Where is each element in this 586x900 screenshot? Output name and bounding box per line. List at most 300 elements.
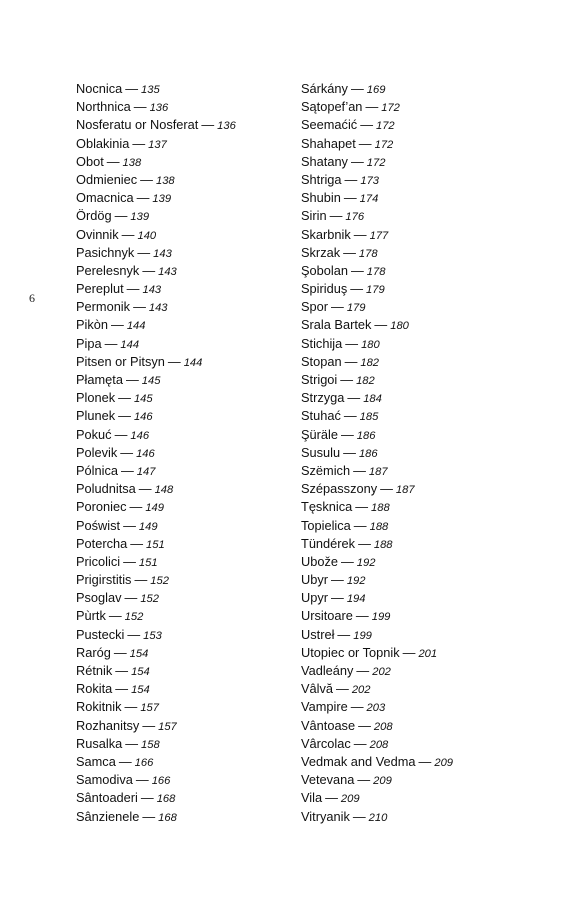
entry-name: Sątopef’an xyxy=(301,99,363,115)
index-entry xyxy=(301,498,531,516)
entry-page-number: 145 xyxy=(133,393,153,406)
entry-separator: — xyxy=(374,317,388,333)
entry-name: Vântoase xyxy=(301,717,356,733)
entry-page-number: 172 xyxy=(366,156,386,169)
index-entry xyxy=(76,207,306,225)
entry-page-number: 202 xyxy=(372,666,391,678)
entry-name: Pasichnyk xyxy=(76,244,135,260)
entry-page-number: 144 xyxy=(126,320,146,333)
entry-name: Pricolici xyxy=(76,553,121,569)
entry-page-number: 192 xyxy=(356,556,376,569)
entry-page-number: 146 xyxy=(136,447,155,460)
index-entry xyxy=(301,735,531,753)
index-entry xyxy=(301,389,531,407)
index-entry xyxy=(76,189,306,207)
entry-name: Shahapet xyxy=(301,135,356,151)
index-entry xyxy=(76,98,306,116)
entry-name: Shatany xyxy=(301,153,348,169)
entry-page-number: 147 xyxy=(136,465,156,478)
entry-separator: — xyxy=(341,553,354,569)
index-entry xyxy=(301,335,531,353)
entry-separator: — xyxy=(108,608,122,624)
entry-page-number: 168 xyxy=(156,793,176,806)
entry-name: Rozhanitsy xyxy=(76,717,140,733)
entry-separator: — xyxy=(331,299,344,315)
entry-name: Vetevana xyxy=(301,772,355,788)
entry-page-number: 180 xyxy=(390,320,409,333)
entry-separator: — xyxy=(331,572,344,588)
entry-name: Pitsen or Pitsyn xyxy=(76,353,165,369)
entry-separator: — xyxy=(124,590,138,606)
index-entry xyxy=(76,735,306,753)
entry-name: Sântoaderi xyxy=(76,790,138,806)
entry-name: Spiriduş xyxy=(301,281,348,297)
entry-separator: — xyxy=(129,499,143,515)
entry-separator: — xyxy=(336,681,349,697)
entry-separator: — xyxy=(340,372,354,387)
entry-page-number: 143 xyxy=(148,302,168,315)
index-entry xyxy=(301,626,531,644)
entry-separator: — xyxy=(113,644,127,660)
entry-page-number: 146 xyxy=(130,429,150,442)
entry-name: Psoglav xyxy=(76,590,122,606)
entry-separator: — xyxy=(343,408,357,424)
entry-name: Omacnica xyxy=(76,190,134,206)
index-entry xyxy=(76,80,306,98)
entry-separator: — xyxy=(125,81,139,96)
entry-separator: — xyxy=(341,426,354,442)
entry-separator: — xyxy=(104,335,118,351)
entry-separator: — xyxy=(142,717,156,733)
entry-separator: — xyxy=(134,572,148,588)
entry-page-number: 143 xyxy=(142,284,162,297)
entry-separator: — xyxy=(352,808,366,824)
entry-page-number: 143 xyxy=(158,265,177,278)
entry-page-number: 202 xyxy=(351,684,371,697)
entry-name: Şüräle xyxy=(301,426,338,442)
index-entry xyxy=(76,371,306,389)
index-entry xyxy=(76,116,306,134)
entry-page-number: 173 xyxy=(360,174,380,187)
entry-name: Seemaćić xyxy=(301,117,358,133)
index-entry xyxy=(76,553,306,571)
index-entry xyxy=(76,298,306,316)
entry-name: Vampire xyxy=(301,699,348,715)
entry-name: Poroniec xyxy=(76,499,127,515)
entry-separator: — xyxy=(358,135,372,151)
entry-name: Upyr xyxy=(301,590,329,606)
entry-page-number: 136 xyxy=(149,102,169,115)
entry-page-number: 148 xyxy=(154,484,174,497)
entry-page-number: 209 xyxy=(340,793,360,806)
entry-page-number: 157 xyxy=(140,702,159,715)
entry-separator: — xyxy=(118,390,131,406)
entry-separator: — xyxy=(353,735,367,751)
index-entry xyxy=(301,153,531,171)
entry-separator: — xyxy=(365,99,379,115)
entry-name: Pokuć xyxy=(76,426,112,442)
index-entry xyxy=(76,462,306,480)
index-entry xyxy=(76,153,306,171)
entry-name: Ubože xyxy=(301,553,338,569)
entry-page-number: 178 xyxy=(358,247,378,260)
index-entry xyxy=(301,644,531,662)
entry-separator: — xyxy=(130,535,144,551)
entry-page-number: 180 xyxy=(361,338,380,351)
entry-name: Vedmak and Vedma xyxy=(301,753,416,769)
entry-separator: — xyxy=(353,517,367,533)
entry-name: Vârcolac xyxy=(301,735,351,751)
entry-name: Stichija xyxy=(301,335,343,351)
entry-page-number: 208 xyxy=(369,738,389,751)
entry-page-number: 174 xyxy=(359,193,379,206)
entry-separator: — xyxy=(136,190,150,206)
entry-separator: — xyxy=(125,372,139,387)
index-entry xyxy=(76,607,306,625)
entry-name: Srala Bartek xyxy=(301,317,372,333)
entry-separator: — xyxy=(137,244,151,260)
entry-name: Tündérek xyxy=(301,535,356,551)
entry-page-number: 172 xyxy=(381,102,400,115)
entry-separator: — xyxy=(121,226,135,242)
entry-page-number: 157 xyxy=(158,720,177,733)
entry-separator: — xyxy=(120,444,134,460)
entry-name: Pùrtk xyxy=(76,608,106,624)
entry-page-number: 144 xyxy=(120,338,140,351)
index-entry xyxy=(76,808,306,826)
entry-page-number: 188 xyxy=(369,520,389,533)
entry-page-number: 188 xyxy=(373,538,393,551)
index-entry xyxy=(301,407,531,425)
entry-name: Skarbnik xyxy=(301,226,351,242)
entry-name: Skrzak xyxy=(301,244,341,260)
entry-separator: — xyxy=(353,462,366,478)
entry-name: Polevik xyxy=(76,444,118,460)
entry-page-number: 179 xyxy=(346,302,366,315)
entry-page-number: 172 xyxy=(374,138,394,151)
entry-name: Rétnik xyxy=(76,663,113,678)
index-entry xyxy=(301,753,531,771)
index-entry xyxy=(301,244,531,262)
entry-name: Sárkány xyxy=(301,81,348,96)
entry-name: Perelesnyk xyxy=(76,262,140,278)
entry-page-number: 151 xyxy=(146,538,165,551)
index-entry xyxy=(76,171,306,189)
entry-separator: — xyxy=(120,462,134,478)
index-entry xyxy=(301,80,531,98)
entry-page-number: 136 xyxy=(217,120,236,133)
entry-separator: — xyxy=(356,663,370,678)
entry-separator: — xyxy=(380,481,393,497)
entry-separator: — xyxy=(114,426,128,442)
index-entry xyxy=(301,607,531,625)
entry-page-number: 168 xyxy=(158,811,177,824)
entry-separator: — xyxy=(125,735,139,751)
entry-separator: — xyxy=(350,262,364,278)
entry-page-number: 186 xyxy=(358,447,378,460)
entry-name: Spor xyxy=(301,299,329,315)
entry-page-number: 144 xyxy=(183,356,203,369)
index-entry xyxy=(301,553,531,571)
entry-separator: — xyxy=(331,590,344,606)
entry-page-number: 186 xyxy=(356,429,376,442)
entry-separator: — xyxy=(133,99,147,115)
entry-page-number: 203 xyxy=(366,702,386,715)
index-entry xyxy=(301,226,531,244)
entry-page-number: 182 xyxy=(360,356,380,369)
entry-separator: — xyxy=(343,444,356,460)
entry-name: Topielica xyxy=(301,517,351,533)
index-column-right xyxy=(301,80,531,826)
index-entry xyxy=(76,407,306,425)
entry-name: Rokitnik xyxy=(76,699,122,715)
entry-page-number: 201 xyxy=(418,647,438,660)
entry-page-number: 178 xyxy=(366,265,386,278)
entry-separator: — xyxy=(140,790,154,806)
entry-name: Plunek xyxy=(76,408,116,424)
index-entry xyxy=(301,116,531,134)
index-entry xyxy=(301,571,531,589)
entry-separator: — xyxy=(402,644,416,660)
entry-separator: — xyxy=(350,81,364,96)
index-entry xyxy=(76,644,306,662)
entry-name: Nosferatu or Nosferat xyxy=(76,117,199,133)
index-column-left xyxy=(76,80,306,826)
entry-separator: — xyxy=(343,244,356,260)
entry-page-number: 154 xyxy=(131,684,150,697)
entry-separator: — xyxy=(325,790,338,806)
entry-name: Poterchа xyxy=(76,535,128,551)
entry-page-number: 209 xyxy=(373,775,392,788)
entry-separator: — xyxy=(115,681,129,697)
entry-page-number: 166 xyxy=(134,756,154,769)
entry-separator: — xyxy=(329,208,343,224)
entry-separator: — xyxy=(118,408,131,424)
entry-name: Şobolan xyxy=(301,262,348,278)
entry-name: Ovinnik xyxy=(76,226,119,242)
entry-page-number: 138 xyxy=(155,174,175,187)
entry-separator: — xyxy=(140,171,153,187)
index-entry xyxy=(76,771,306,789)
index-entry xyxy=(76,444,306,462)
index-entry xyxy=(76,535,306,553)
entry-separator: — xyxy=(347,390,361,406)
index-entry xyxy=(76,480,306,498)
entry-page-number: 187 xyxy=(368,465,388,478)
entry-name: Rokita xyxy=(76,681,113,697)
entry-name: Tęsknica xyxy=(301,499,353,515)
entry-name: Vâlvă xyxy=(301,681,334,697)
index-entry xyxy=(76,626,306,644)
entry-separator: — xyxy=(350,153,364,169)
entry-page-number: 138 xyxy=(122,156,142,169)
entry-separator: — xyxy=(132,135,146,151)
entry-name: Szépasszony xyxy=(301,481,378,497)
index-entry xyxy=(301,171,531,189)
entry-separator: — xyxy=(126,281,140,297)
entry-name: Shubin xyxy=(301,190,341,206)
entry-name: Stuhać xyxy=(301,408,341,424)
entry-page-number: 158 xyxy=(141,738,160,751)
index-entry xyxy=(301,698,531,716)
entry-name: Strigoi xyxy=(301,372,338,387)
entry-name: Rusalka xyxy=(76,735,123,751)
entry-page-number: 187 xyxy=(395,484,415,497)
entry-name: Permonik xyxy=(76,299,131,315)
index-entry xyxy=(301,316,531,334)
entry-separator: — xyxy=(344,171,358,187)
index-entry xyxy=(76,698,306,716)
entry-name: Ustreł xyxy=(301,626,335,642)
index-entry xyxy=(76,571,306,589)
index-entry xyxy=(76,717,306,735)
index-entry xyxy=(76,226,306,244)
entry-page-number: 199 xyxy=(371,611,391,624)
entry-name: Pustecki xyxy=(76,626,125,642)
entry-name: Pereplut xyxy=(76,281,124,297)
entry-separator: — xyxy=(337,626,351,642)
entry-name: Prigirstitis xyxy=(76,572,132,588)
index-entry xyxy=(301,517,531,535)
entry-name: Ursitoare xyxy=(301,608,353,624)
entry-name: Ubyr xyxy=(301,572,329,588)
entry-separator: — xyxy=(127,626,141,642)
entry-separator: — xyxy=(124,699,138,715)
entry-page-number: 172 xyxy=(375,120,395,133)
entry-name: Susulu xyxy=(301,444,341,460)
index-entry xyxy=(76,316,306,334)
index-entry xyxy=(76,244,306,262)
entry-separator: — xyxy=(344,353,358,369)
entry-page-number: 139 xyxy=(152,193,172,206)
index-entry xyxy=(76,353,306,371)
entry-name: Szëmich xyxy=(301,462,351,478)
entry-name: Samca xyxy=(76,753,116,769)
entry-page-number: 208 xyxy=(373,720,393,733)
entry-separator: — xyxy=(167,353,181,369)
index-entry xyxy=(301,808,531,826)
entry-separator: — xyxy=(355,608,369,624)
entry-name: Utopiec or Topnik xyxy=(301,644,400,660)
index-entry xyxy=(76,662,306,680)
entry-separator: — xyxy=(201,117,215,133)
entry-separator: — xyxy=(355,499,369,515)
entry-page-number: 146 xyxy=(133,411,153,424)
entry-page-number: 143 xyxy=(153,247,172,260)
entry-name: Vila xyxy=(301,790,323,806)
entry-name: Odmieniec xyxy=(76,171,138,187)
entry-separator: — xyxy=(360,117,373,133)
entry-separator: — xyxy=(358,535,371,551)
entry-page-number: 176 xyxy=(345,211,365,224)
entry-page-number: 139 xyxy=(130,211,150,224)
entry-separator: — xyxy=(114,208,128,224)
entry-name: Vitryanik xyxy=(301,808,350,824)
entry-name: Nocnica xyxy=(76,81,123,96)
entry-page-number: 209 xyxy=(434,756,454,769)
entry-page-number: 149 xyxy=(145,502,164,515)
entry-separator: — xyxy=(358,717,371,733)
entry-name: Sirin xyxy=(301,208,327,224)
index-entry xyxy=(301,98,531,116)
index-entry xyxy=(301,789,531,807)
index-entry xyxy=(76,680,306,698)
index-entry xyxy=(76,498,306,516)
entry-name: Stopan xyxy=(301,353,342,369)
page-number: 6 xyxy=(29,291,35,305)
entry-name: Northnica xyxy=(76,99,131,115)
entry-page-number: 137 xyxy=(148,138,167,151)
entry-separator: — xyxy=(142,808,156,824)
entry-page-number: 140 xyxy=(137,229,157,242)
entry-name: Strzyga xyxy=(301,390,345,406)
index-entry xyxy=(301,462,531,480)
entry-separator: — xyxy=(418,753,432,769)
index-entry xyxy=(301,771,531,789)
index-entry xyxy=(301,680,531,698)
entry-page-number: 194 xyxy=(346,593,366,606)
entry-name: Poświst xyxy=(76,517,121,533)
entry-page-number: 135 xyxy=(141,84,160,96)
entry-separator: — xyxy=(133,299,146,315)
entry-page-number: 145 xyxy=(141,375,161,387)
entry-name: Pólnica xyxy=(76,462,118,478)
index-entry xyxy=(76,426,306,444)
index-entry xyxy=(76,517,306,535)
entry-page-number: 152 xyxy=(140,593,159,606)
entry-page-number: 177 xyxy=(369,229,389,242)
entry-separator: — xyxy=(353,226,367,242)
entry-page-number: 152 xyxy=(124,611,144,624)
index-entry xyxy=(76,753,306,771)
entry-page-number: 154 xyxy=(131,666,150,678)
entry-page-number: 154 xyxy=(129,647,149,660)
index-entry xyxy=(301,535,531,553)
entry-page-number: 184 xyxy=(363,393,382,406)
entry-name: Ördög xyxy=(76,208,112,224)
entry-name: Vadleány xyxy=(301,663,354,678)
index-entry xyxy=(301,353,531,371)
entry-separator: — xyxy=(118,753,132,769)
index-entry xyxy=(301,135,531,153)
entry-page-number: 169 xyxy=(366,84,386,96)
index-entry xyxy=(301,371,531,389)
index-entry xyxy=(76,589,306,607)
entry-page-number: 188 xyxy=(371,502,390,515)
index-entry xyxy=(301,662,531,680)
entry-name: Shtriga xyxy=(301,171,342,187)
index-entry xyxy=(301,426,531,444)
index-entry xyxy=(301,589,531,607)
entry-name: Obot xyxy=(76,153,104,169)
index-entry xyxy=(301,480,531,498)
entry-separator: — xyxy=(350,281,364,297)
index-entry xyxy=(76,135,306,153)
entry-page-number: 185 xyxy=(359,411,379,424)
entry-separator: — xyxy=(135,772,149,788)
entry-page-number: 199 xyxy=(353,629,372,642)
index-entry xyxy=(76,389,306,407)
entry-separator: — xyxy=(138,481,152,497)
index-entry xyxy=(76,262,306,280)
entry-name: Samodiva xyxy=(76,772,133,788)
entry-name: Oblakinia xyxy=(76,135,130,151)
entry-separator: — xyxy=(111,317,124,333)
index-entry xyxy=(301,280,531,298)
entry-page-number: 152 xyxy=(150,575,169,588)
entry-separator: — xyxy=(350,699,364,715)
index-entry xyxy=(301,298,531,316)
